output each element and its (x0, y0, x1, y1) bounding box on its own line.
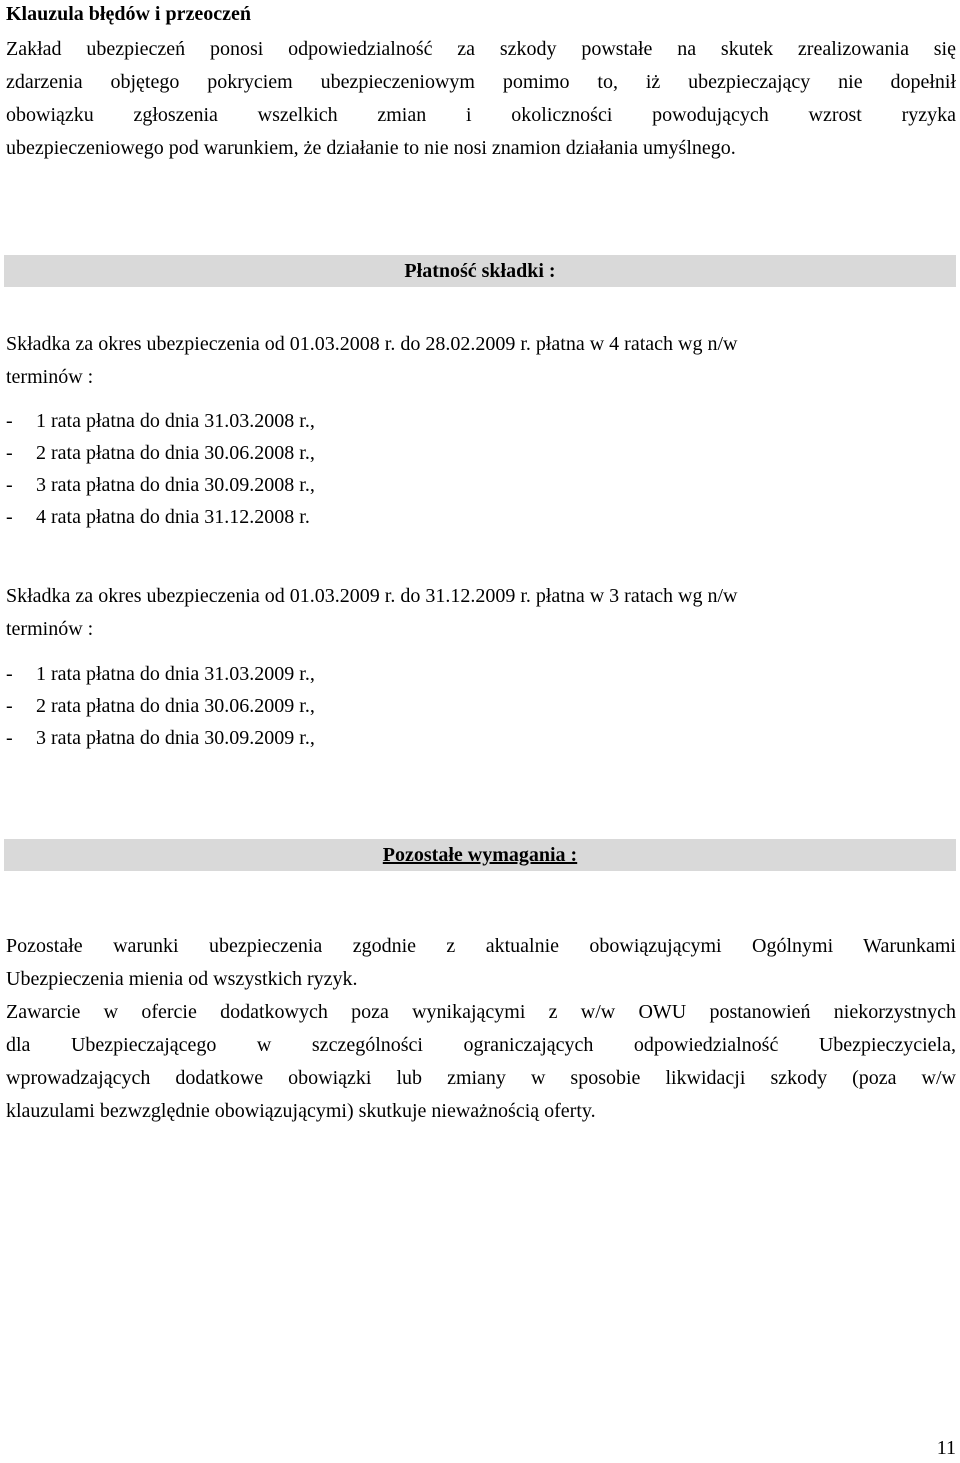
premium-period2-line2: terminów : (6, 618, 94, 640)
list-dash: - (6, 695, 13, 717)
premium-section-header (4, 255, 956, 287)
paragraph-line: Zawarcie w ofercie dodatkowych poza wynikającymi z w/w OWU postanowień niekorzystnych (6, 1001, 956, 1023)
other-requirements-header (4, 839, 956, 871)
installment-text: 3 rata płatna do dnia 30.09.2008 r., (36, 474, 315, 496)
installment-text: 2 rata płatna do dnia 30.06.2009 r., (36, 695, 315, 717)
other-requirements-paragraph-2 (6, 996, 956, 1128)
installment-text: 1 rata płatna do dnia 31.03.2009 r., (36, 663, 315, 685)
paragraph-line: zdarzenia objętego pokryciem ubezpieczeniowym pomimo to, iż ubezpieczający nie dopełnił (6, 71, 956, 93)
premium-period2-line1: Składka za okres ubezpieczenia od 01.03.2009 r. do 31.12.2009 r. płatna w 3 ratach wg n/w (6, 585, 738, 607)
other-requirements-title: Pozostałe wymagania : (382, 844, 578, 866)
premium-period1-line2: terminów : (6, 366, 94, 388)
installment-text: 1 rata płatna do dnia 31.03.2008 r., (36, 410, 315, 432)
errors-clause-paragraph (6, 33, 956, 165)
list-dash: - (6, 506, 13, 528)
page-number: 11 (936, 1437, 956, 1459)
installment-text: 3 rata płatna do dnia 30.09.2009 r., (36, 727, 315, 749)
paragraph-line: dla Ubezpieczającego w szczególności ograniczających odpowiedzialność Ubezpieczyciela, (6, 1034, 956, 1056)
paragraph-line: ubezpieczeniowego pod warunkiem, że działanie to nie nosi znamion działania umyślnego. (6, 137, 736, 159)
list-dash: - (6, 442, 13, 464)
paragraph-line: obowiązku zgłoszenia wszelkich zmian i okoliczności powodujących wzrost ryzyka (6, 104, 956, 126)
premium-period1-line1: Składka za okres ubezpieczenia od 01.03.2008 r. do 28.02.2009 r. płatna w 4 ratach wg n/w (6, 333, 738, 355)
paragraph-line: Pozostałe warunki ubezpieczenia zgodnie z aktualnie obowiązującymi Ogólnymi Warunkami (6, 935, 956, 957)
paragraph-line: wprowadzających dodatkowe obowiązki lub zmiany w sposobie likwidacji szkody (poza w/w (6, 1067, 956, 1089)
other-requirements-paragraph-1 (6, 930, 956, 996)
list-dash: - (6, 410, 13, 432)
list-dash: - (6, 727, 13, 749)
list-dash: - (6, 474, 13, 496)
paragraph-line: Zakład ubezpieczeń ponosi odpowiedzialność za szkody powstałe na skutek zrealizowania się (6, 38, 956, 60)
paragraph-line: klauzulami bezwzględnie obowiązującymi) skutkuje nieważnością oferty. (6, 1100, 596, 1122)
premium-section-title: Płatność składki : (404, 260, 556, 282)
installment-text: 2 rata płatna do dnia 30.06.2008 r., (36, 442, 315, 464)
errors-clause-title: Klauzula błędów i przeoczeń (6, 3, 251, 25)
paragraph-line: Ubezpieczenia mienia od wszystkich ryzyk. (6, 968, 358, 990)
installment-text: 4 rata płatna do dnia 31.12.2008 r. (36, 506, 310, 528)
list-dash: - (6, 663, 13, 685)
